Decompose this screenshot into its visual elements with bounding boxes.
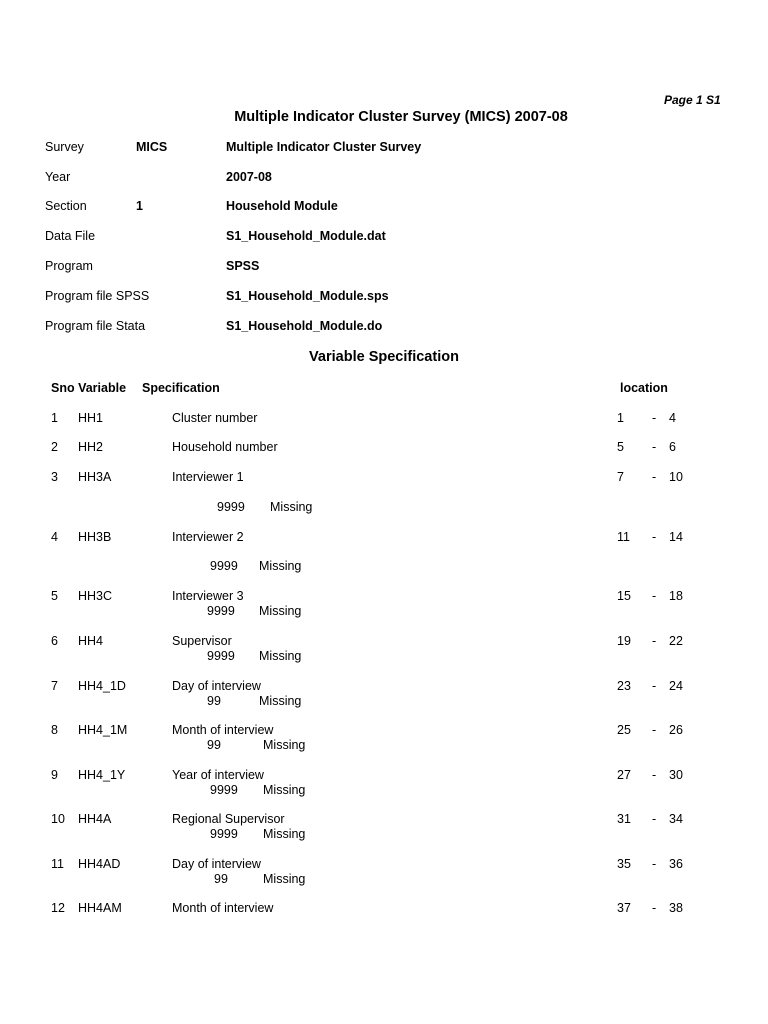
row-specification: Interviewer 2	[172, 530, 244, 544]
info-label-program: Program	[45, 259, 93, 273]
missing-code: 99	[214, 872, 228, 886]
info-value-year: 2007-08	[226, 170, 272, 184]
row-location-to: 22	[669, 634, 683, 648]
info-label-data-file: Data File	[45, 229, 96, 243]
row-location-from: 11	[617, 530, 630, 544]
info-label-program-file-spss: Program file SPSS	[45, 289, 150, 303]
missing-code: 99	[207, 694, 221, 708]
row-location-from: 35	[617, 857, 631, 871]
row-location-to: 38	[669, 901, 683, 915]
missing-label: Missing	[263, 783, 306, 797]
row-location-dash: -	[652, 857, 657, 871]
row-variable: HH4AD	[78, 857, 121, 871]
info-label-survey: Survey	[45, 140, 84, 154]
row-location-from: 37	[617, 901, 631, 915]
row-specification: Cluster number	[172, 411, 258, 425]
row-location-to: 26	[669, 723, 683, 737]
row-location-from: 27	[617, 768, 631, 782]
row-location-dash: -	[652, 634, 657, 648]
header-sno-variable: Sno Variable	[51, 381, 127, 395]
info-label-section: Section	[45, 199, 87, 213]
row-specification: Month of interview	[172, 901, 274, 915]
info-value-program: SPSS	[226, 259, 260, 273]
row-sno: 7	[51, 679, 58, 693]
page-label: Page 1 S1	[664, 93, 721, 107]
missing-label: Missing	[259, 604, 302, 618]
missing-label: Missing	[263, 738, 306, 752]
row-variable: HH4_1M	[78, 723, 128, 737]
row-specification: Year of interview	[172, 768, 264, 782]
row-location-from: 31	[617, 812, 631, 826]
missing-code: 9999	[210, 783, 238, 797]
missing-label: Missing	[259, 649, 302, 663]
section-title: Variable Specification	[309, 349, 459, 365]
row-variable: HH1	[78, 411, 104, 425]
info-code-section: 1	[136, 199, 143, 213]
row-location-dash: -	[652, 470, 657, 484]
row-location-dash: -	[652, 901, 657, 915]
row-location-to: 30	[669, 768, 683, 782]
missing-label: Missing	[259, 694, 302, 708]
info-code-survey: MICS	[136, 140, 168, 154]
missing-code: 9999	[207, 649, 235, 663]
row-variable: HH4_1D	[78, 679, 126, 693]
row-sno: 2	[51, 440, 58, 454]
info-label-program-file-stata: Program file Stata	[45, 319, 146, 333]
row-sno: 9	[51, 768, 58, 782]
row-sno: 1	[51, 411, 58, 425]
row-location-from: 19	[617, 634, 631, 648]
document-title: Multiple Indicator Cluster Survey (MICS) 2007-08	[234, 109, 568, 125]
row-sno: 8	[51, 723, 58, 737]
info-value-program-file-spss: S1_Household_Module.sps	[226, 289, 389, 303]
row-specification: Supervisor	[172, 634, 232, 648]
row-location-from: 5	[617, 440, 624, 454]
row-location-dash: -	[652, 679, 657, 693]
row-variable: HH2	[78, 440, 104, 454]
row-variable: HH3C	[78, 589, 113, 603]
missing-code: 9999	[217, 500, 245, 514]
row-location-dash: -	[652, 589, 657, 603]
missing-label: Missing	[270, 500, 313, 514]
row-location-dash: -	[652, 411, 657, 425]
info-label-year: Year	[45, 170, 71, 184]
row-specification: Interviewer 1	[172, 470, 244, 484]
row-sno: 3	[51, 470, 58, 484]
row-variable: HH4	[78, 634, 104, 648]
missing-code: 9999	[210, 559, 238, 573]
header-location: location	[620, 381, 668, 395]
row-location-dash: -	[652, 812, 657, 826]
row-location-to: 6	[669, 440, 676, 454]
row-sno: 12	[51, 901, 65, 915]
missing-label: Missing	[263, 827, 306, 841]
row-specification: Household number	[172, 440, 278, 454]
row-location-from: 1	[617, 411, 624, 425]
row-location-dash: -	[652, 440, 657, 454]
row-variable: HH4_1Y	[78, 768, 126, 782]
row-location-to: 10	[669, 470, 683, 484]
row-specification: Day of interview	[172, 679, 261, 693]
row-location-to: 18	[669, 589, 683, 603]
row-location-dash: -	[652, 768, 657, 782]
row-location-to: 24	[669, 679, 683, 693]
missing-code: 9999	[207, 604, 235, 618]
row-location-dash: -	[652, 530, 657, 544]
missing-code: 99	[207, 738, 221, 752]
missing-code: 9999	[210, 827, 238, 841]
row-location-from: 7	[617, 470, 624, 484]
row-variable: HH4A	[78, 812, 112, 826]
row-variable: HH3B	[78, 530, 112, 544]
row-location-from: 15	[617, 589, 631, 603]
info-value-survey: Multiple Indicator Cluster Survey	[226, 140, 422, 154]
row-variable: HH3A	[78, 470, 112, 484]
row-location-dash: -	[652, 723, 657, 737]
info-value-program-file-stata: S1_Household_Module.do	[226, 319, 383, 333]
row-location-to: 36	[669, 857, 683, 871]
row-location-to: 34	[669, 812, 683, 826]
row-location-to: 4	[669, 411, 676, 425]
row-location-from: 25	[617, 723, 631, 737]
row-sno: 10	[51, 812, 65, 826]
row-specification: Interviewer 3	[172, 589, 244, 603]
row-sno: 4	[51, 530, 58, 544]
row-sno: 6	[51, 634, 58, 648]
row-sno: 5	[51, 589, 58, 603]
row-specification: Day of interview	[172, 857, 261, 871]
info-value-section: Household Module	[226, 199, 338, 213]
info-value-data-file: S1_Household_Module.dat	[226, 229, 386, 243]
row-sno: 11	[51, 857, 64, 871]
row-location-to: 14	[669, 530, 683, 544]
row-specification: Regional Supervisor	[172, 812, 285, 826]
missing-label: Missing	[259, 559, 302, 573]
header-specification: Specification	[142, 381, 220, 395]
missing-label: Missing	[263, 872, 306, 886]
row-specification: Month of interview	[172, 723, 274, 737]
row-location-from: 23	[617, 679, 631, 693]
row-variable: HH4AM	[78, 901, 122, 915]
